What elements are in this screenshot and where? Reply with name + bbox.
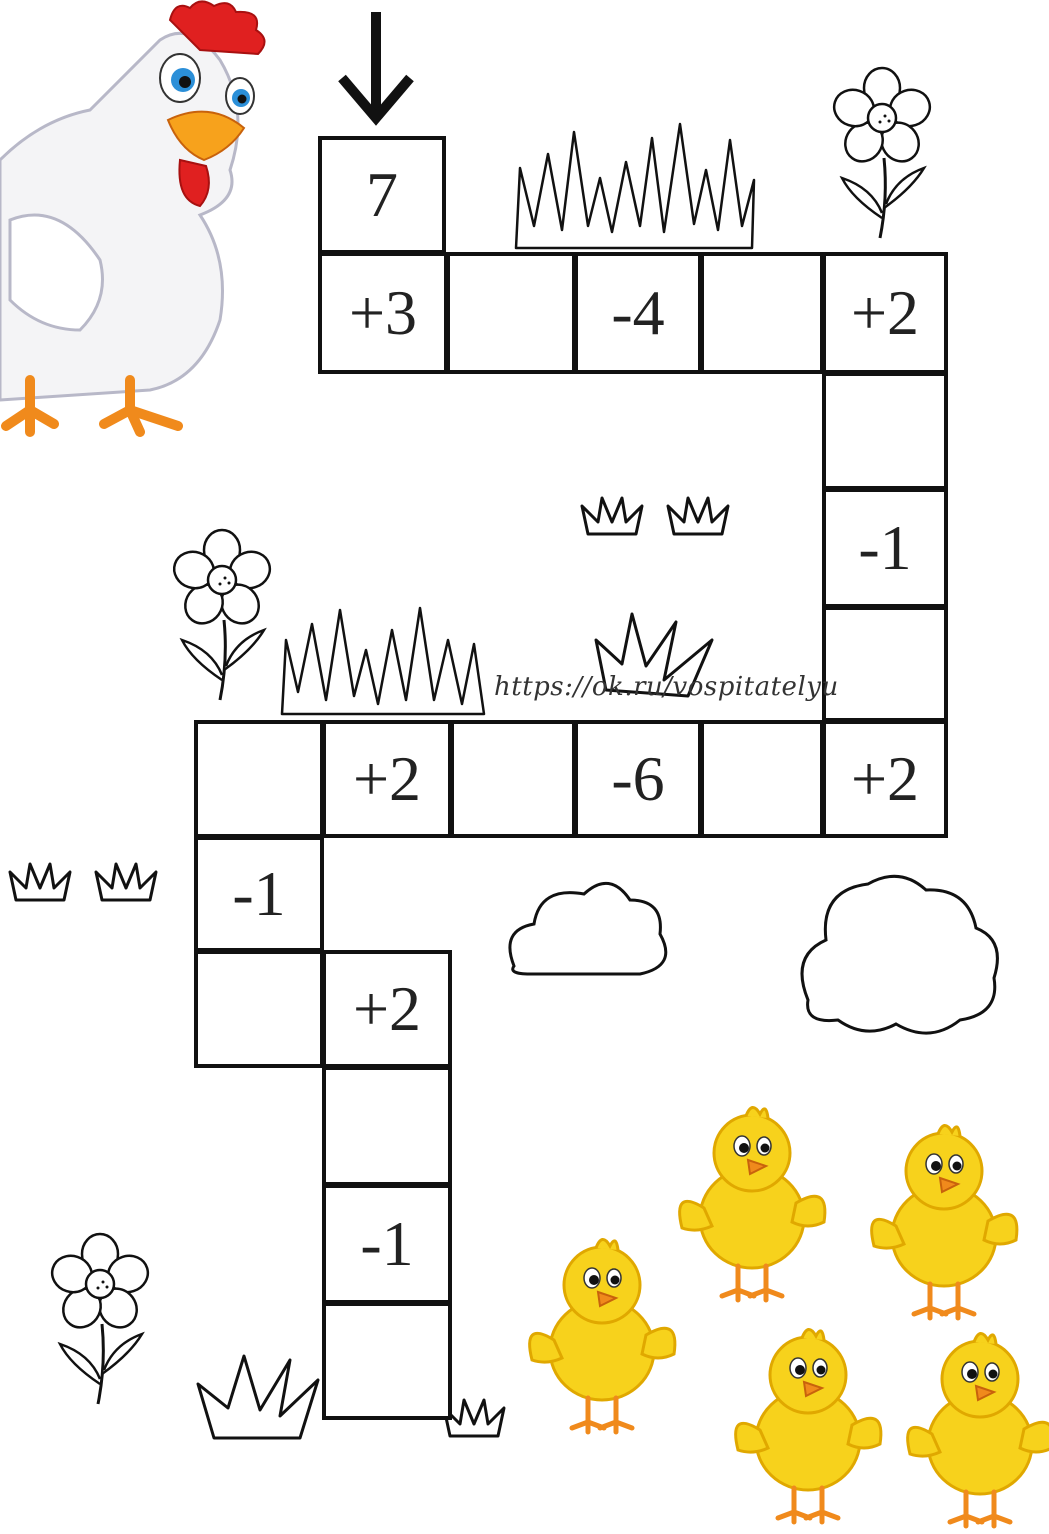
path-cell: -1 xyxy=(322,1184,452,1304)
path-cell: +3 xyxy=(318,252,448,374)
chick-illustration xyxy=(530,1239,675,1432)
path-cell: -1 xyxy=(194,836,324,952)
path-cell: +2 xyxy=(822,252,948,374)
answer-cell[interactable] xyxy=(322,1066,452,1186)
hen-illustration xyxy=(0,1,265,432)
grass-patch-top xyxy=(516,124,754,248)
grass-patch-middle xyxy=(282,608,484,714)
grass-tuft-icon xyxy=(668,498,728,534)
grass-tuft-icon xyxy=(96,864,156,900)
chick-illustration xyxy=(872,1125,1017,1318)
path-cell: -6 xyxy=(574,720,702,838)
flower-outline-middle-left xyxy=(169,530,274,700)
answer-cell[interactable] xyxy=(446,252,576,374)
path-cell: +2 xyxy=(322,950,452,1068)
answer-cell[interactable] xyxy=(822,372,948,490)
path-cell: -1 xyxy=(822,488,948,608)
answer-cell[interactable] xyxy=(450,720,576,838)
chick-illustration xyxy=(908,1333,1049,1526)
chick-illustration xyxy=(680,1107,825,1300)
answer-cell[interactable] xyxy=(322,1302,452,1420)
answer-cell[interactable] xyxy=(194,720,324,838)
watermark-url: https://ok.ru/vospitatelyu xyxy=(494,672,839,702)
flower-outline-bottom-left xyxy=(47,1234,152,1404)
flower-outline-top-right xyxy=(829,68,934,238)
answer-cell[interactable] xyxy=(700,252,824,374)
answer-cell[interactable] xyxy=(194,950,324,1068)
start-cell xyxy=(318,136,446,254)
chick-illustration xyxy=(736,1329,881,1522)
answer-cell[interactable] xyxy=(700,720,824,838)
path-cell: -4 xyxy=(574,252,702,374)
answer-cell[interactable] xyxy=(822,606,948,722)
path-cell: +2 xyxy=(822,720,948,838)
cloud-outline-large xyxy=(802,876,997,1033)
grass-tuft-icon xyxy=(582,498,642,534)
path-cell: +2 xyxy=(322,720,452,838)
grass-tuft-icon xyxy=(10,864,70,900)
grass-tuft-bottom xyxy=(198,1356,318,1438)
cloud-outline-small xyxy=(510,883,666,974)
start-value: 7 xyxy=(366,159,398,230)
grass-tuft-icon xyxy=(444,1400,504,1436)
down-arrow-icon xyxy=(342,12,410,118)
